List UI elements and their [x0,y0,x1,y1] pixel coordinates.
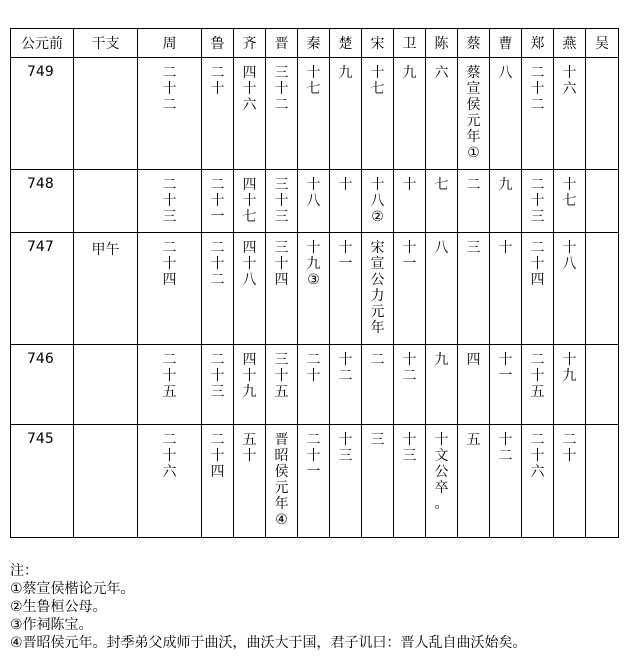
state-year-text: 晋 昭 侯 元 年 ④ [274,432,289,528]
state-year-cell [138,233,202,345]
column-header: 鲁 [202,29,234,58]
state-year-cell [138,425,202,538]
state-year-cell [202,170,234,233]
year-cell [11,58,74,170]
year-text: 746 [27,351,54,367]
state-year-text: 二 十 四 [210,432,225,480]
state-year-text: 五 十 [242,432,257,464]
state-year-cell [234,425,266,538]
column-header: 宋 [362,29,394,58]
state-year-cell [554,233,586,345]
state-year-text: 二 十 [210,65,225,97]
state-year-text [586,345,618,352]
state-year-text: 十 [498,240,513,256]
state-year-cell [426,58,458,170]
year-text: 745 [27,431,54,447]
column-header: 燕 [554,29,586,58]
state-year-cell [234,58,266,170]
state-year-text: 九 [498,177,513,193]
state-year-text: 三 十 二 [274,65,289,113]
state-year-text: 十 三 [402,432,417,464]
state-year-text: 二 十 四 [530,240,545,288]
state-year-text: 十 二 [338,352,353,384]
state-year-cell [266,233,298,345]
state-year-cell [522,58,554,170]
state-year-text: 二 十 一 [306,432,321,480]
state-year-text: 十 二 [402,352,417,384]
state-year-text: 二 十 四 [162,240,177,288]
year-cell [11,345,74,425]
state-year-cell [554,58,586,170]
state-year-cell [298,170,330,233]
state-year-text: 二 [370,352,385,368]
table-row [11,425,619,538]
state-year-cell [426,170,458,233]
state-year-cell [394,58,426,170]
column-header: 秦 [298,29,330,58]
state-year-text: 二 十 五 [162,352,177,400]
note-item: ①蔡宣侯楷论元年。 [10,581,135,597]
state-year-cell [298,345,330,425]
state-year-cell [138,58,202,170]
state-year-text: 二 十 三 [162,177,177,225]
state-year-text: 九 [338,65,353,81]
state-year-text: 二 十 三 [530,177,545,225]
state-year-text: 十 一 [498,352,513,384]
state-year-cell [394,233,426,345]
state-year-cell [394,345,426,425]
notes-section [10,562,527,652]
state-year-text: 二 十 [562,432,577,464]
note-item: ②生鲁桓公母。 [10,599,107,615]
state-year-text: 三 [466,240,481,256]
state-year-text: 四 十 九 [242,352,257,400]
state-year-text: 十 三 [338,432,353,464]
state-year-cell [490,345,522,425]
header-row [11,29,619,58]
state-year-cell [266,345,298,425]
state-year-cell [234,170,266,233]
state-year-cell [266,425,298,538]
state-year-cell [202,345,234,425]
state-year-cell [234,345,266,425]
ganzhi-text [74,425,137,431]
ganzhi-cell [74,345,138,425]
state-year-cell [522,425,554,538]
state-year-cell [490,170,522,233]
state-year-text: 十 一 [338,240,353,272]
state-year-cell [554,425,586,538]
year-text: 748 [27,176,54,192]
state-year-text: 三 十 三 [274,177,289,225]
state-year-text: 二 十 六 [162,432,177,480]
state-year-text: 二 [466,177,481,193]
state-year-cell [266,170,298,233]
state-year-text: 九 [434,352,449,368]
column-header: 吴 [586,29,619,58]
state-year-cell [554,345,586,425]
state-year-cell [522,345,554,425]
ganzhi-text [74,58,137,64]
state-year-cell [426,345,458,425]
state-year-cell [458,233,490,345]
state-year-text: 八 [434,240,449,256]
state-year-text: 十 七 [370,65,385,97]
column-header: 陈 [426,29,458,58]
state-year-text [586,170,618,177]
state-year-cell [522,170,554,233]
table-row [11,233,619,345]
state-year-text: 二 十 [306,352,321,384]
chronology-table [10,28,619,538]
table-row [11,170,619,233]
state-year-cell [298,425,330,538]
state-year-cell [202,58,234,170]
year-text: 747 [27,239,54,255]
state-year-text: 六 [434,65,449,81]
state-year-cell [458,425,490,538]
column-header: 晋 [266,29,298,58]
state-year-text: 八 [498,65,513,81]
ganzhi-text [74,170,137,176]
state-year-cell [586,58,619,170]
state-year-text: 十 九 [562,352,577,384]
state-year-text: 三 [370,432,385,448]
state-year-text: 三 十 五 [274,352,289,400]
state-year-cell [202,233,234,345]
state-year-text: 四 十 六 [242,65,257,113]
state-year-text: 四 十 八 [242,240,257,288]
state-year-cell [426,233,458,345]
ganzhi-text [74,345,137,351]
column-header: 楚 [330,29,362,58]
column-header: 曹 [490,29,522,58]
state-year-text: 二 十 二 [210,240,225,288]
state-year-cell [586,425,619,538]
column-header: 郑 [522,29,554,58]
ganzhi-cell [74,58,138,170]
state-year-cell [202,425,234,538]
state-year-text: 蔡 宣 侯 元 年 ① [466,65,481,161]
column-header: 卫 [394,29,426,58]
state-year-text: 二 十 二 [530,65,545,113]
note-item: ③作祠陈宝。 [10,617,93,633]
state-year-cell [362,233,394,345]
state-year-cell [266,58,298,170]
state-year-cell [458,58,490,170]
state-year-text: 二 十 一 [210,177,225,225]
ganzhi-text: 甲午 [91,242,120,258]
state-year-cell [458,170,490,233]
state-year-text: 四 十 七 [242,177,257,225]
state-year-text: 十 文 公 卒 。 [434,432,449,512]
state-year-text: 十 七 [562,177,577,209]
state-year-cell [138,170,202,233]
state-year-text: 十 [402,177,417,193]
state-year-text [586,58,618,65]
state-year-text: 宋 宣 公 力 元 年 [370,240,385,336]
state-year-cell [362,425,394,538]
state-year-text: 四 [466,352,481,368]
state-year-text: 十 六 [562,65,577,97]
state-year-text: 十 八 [562,240,577,272]
state-year-text: 五 [466,432,481,448]
state-year-cell [298,233,330,345]
column-header: 公元前 [11,29,74,58]
state-year-text: 十 九 ③ [306,240,321,288]
state-year-cell [426,425,458,538]
column-header: 齐 [234,29,266,58]
state-year-cell [490,425,522,538]
state-year-text: 十 [338,177,353,193]
state-year-cell [330,58,362,170]
year-cell [11,233,74,345]
state-year-cell [490,233,522,345]
state-year-text: 三 十 四 [274,240,289,288]
state-year-text: 七 [434,177,449,193]
state-year-text: 十 一 [402,240,417,272]
state-year-text: 二 十 三 [210,352,225,400]
year-cell [11,170,74,233]
state-year-cell [522,233,554,345]
state-year-text: 十 二 [498,432,513,464]
note-item: ④晋昭侯元年。封季弟父成师于曲沃，曲沃大于国，君子讥曰：晋人乱自曲沃始矣。 [10,635,527,651]
state-year-text: 十 七 [306,65,321,97]
state-year-cell [586,170,619,233]
state-year-cell [330,345,362,425]
state-year-cell [586,345,619,425]
state-year-cell [554,170,586,233]
state-year-cell [490,58,522,170]
ganzhi-cell [74,170,138,233]
state-year-cell [394,170,426,233]
state-year-cell [362,345,394,425]
year-cell [11,425,74,538]
column-header: 蔡 [458,29,490,58]
state-year-cell [458,345,490,425]
ganzhi-cell [74,425,138,538]
state-year-text [586,425,618,432]
state-year-text: 二 十 五 [530,352,545,400]
state-year-cell [234,233,266,345]
notes-title: 注： [10,563,38,579]
state-year-cell [138,345,202,425]
state-year-text: 十 八 ② [370,177,385,225]
year-text: 749 [27,64,54,80]
state-year-cell [330,233,362,345]
state-year-text: 二 十 二 [162,65,177,113]
state-year-cell [298,58,330,170]
state-year-text [586,233,618,240]
state-year-text: 二 十 六 [530,432,545,480]
ganzhi-cell [74,233,138,345]
column-header: 周 [138,29,202,58]
state-year-cell [586,233,619,345]
state-year-cell [330,170,362,233]
table-row [11,345,619,425]
state-year-text: 十 八 [306,177,321,209]
state-year-cell [330,425,362,538]
state-year-cell [362,58,394,170]
state-year-cell [362,170,394,233]
state-year-text: 九 [402,65,417,81]
table-row [11,58,619,170]
column-header: 干支 [74,29,138,58]
state-year-cell [394,425,426,538]
